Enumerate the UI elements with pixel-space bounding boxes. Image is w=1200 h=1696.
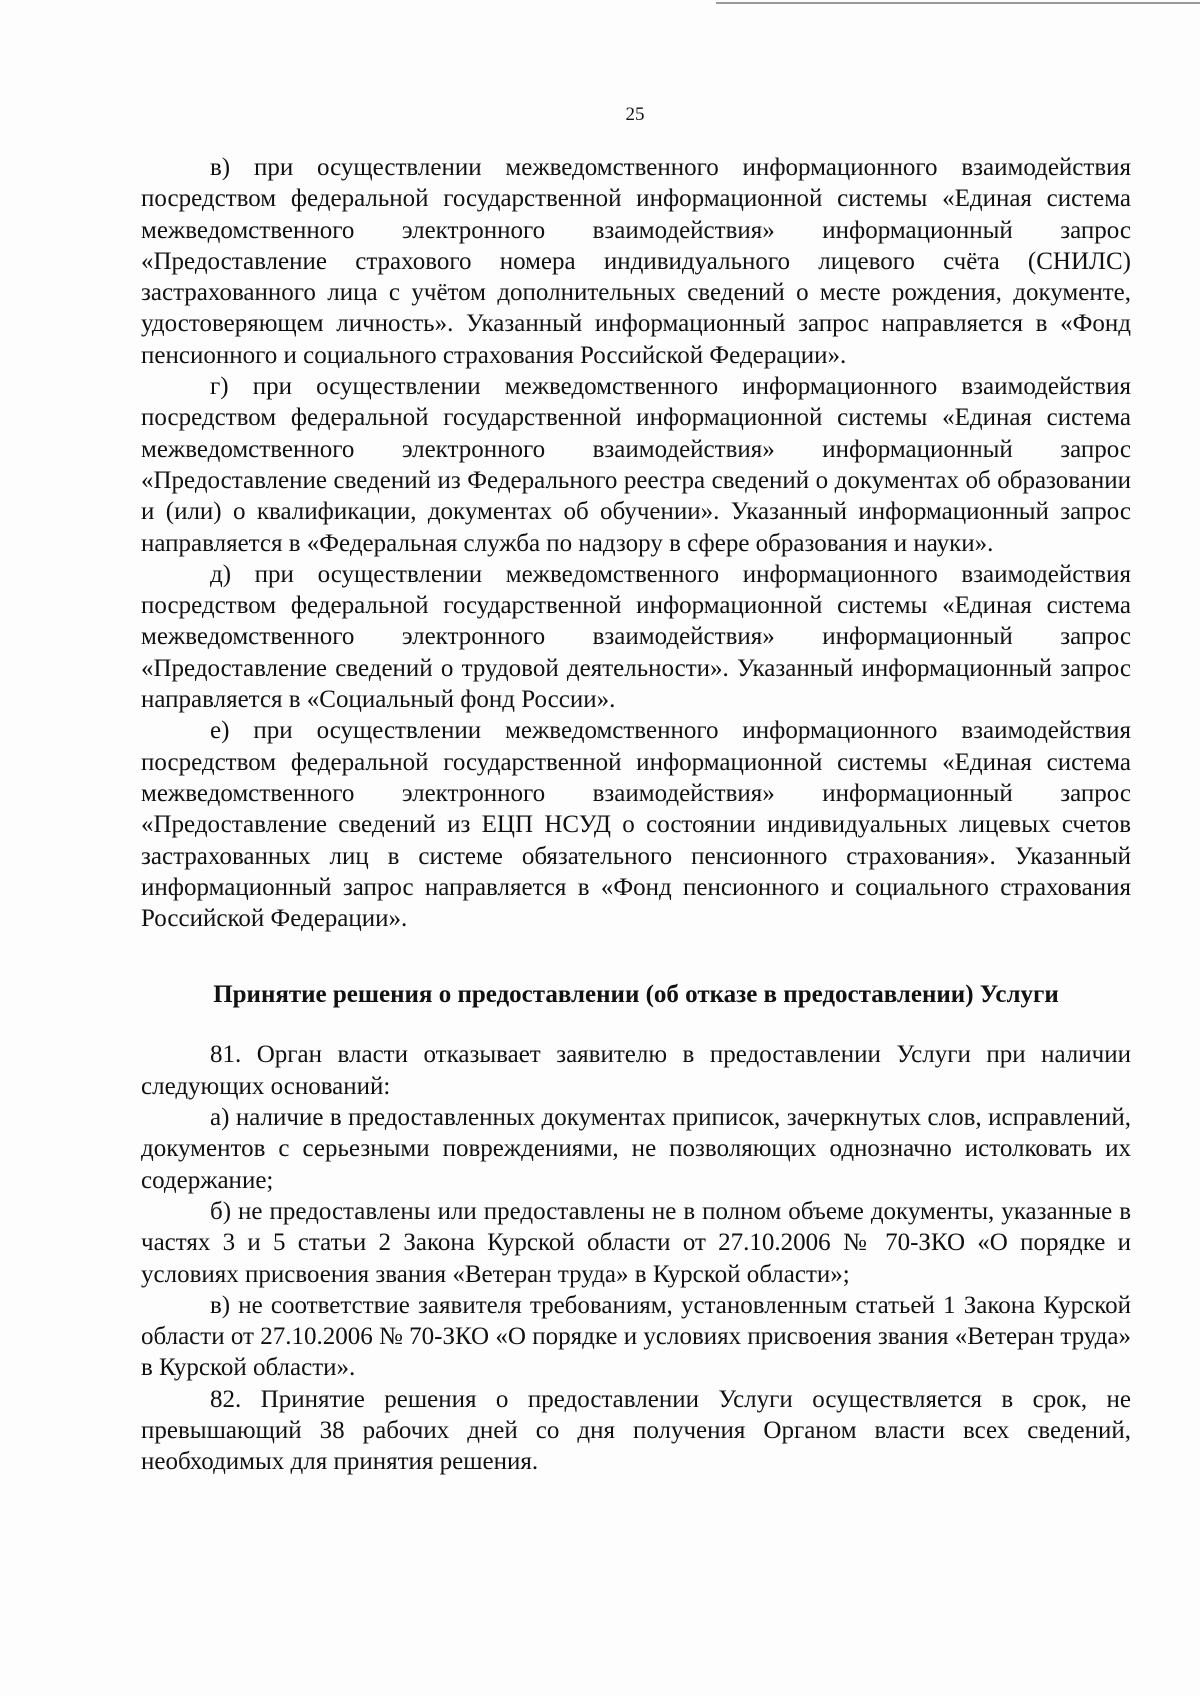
section-heading: Принятие решения о предоставлении (об отказе в предоставлении) Услуги (213, 981, 1059, 1009)
paragraph-a-document-defects: а) наличие в предоставленных документах приписок, зачеркнутых слов, исправлений, документов с серьезными повреждениями, не позволяющих однозначно истолковать их содержание; (141, 1104, 1131, 1194)
page-number: 25 (625, 104, 645, 125)
paragraph-b-incomplete-documents: б) не предоставлены или предоставлены не в полном объеме документы, указанные в частях 3 и 5 статьи 2 Закона Курской области от 27.10.2006 № 70-ЗКО «О порядке и условиях присвоения звания «Ветеран труда» в Курской области»; (141, 1197, 1131, 1288)
paragraph-v-snils-request: в) при осуществлении межведомственного информационного взаимодействия посредством федеральной государственной информационной системы «Единая система межведомственного электронного взаимодействия» информационный запрос «Предоставление страхового номера индивидуального лицевого счёта (СНИЛС) застрахованного лица с учётом дополнительных сведений о месте рождения, документе, удостоверяющем личность». Указанный информационный запрос направляется в «Фонд пенсионного и социального страхования Российской Федерации». (141, 154, 1131, 369)
paragraph-82-decision-deadline: 82. Принятие решения о предоставлении Услуги осуществляется в срок, не превышающий 38 рабочих дней со дня получения Органом власти всех сведений, необходимых для принятия решения. (141, 1385, 1131, 1476)
document-body (141, 152, 1131, 1478)
paragraph-d-labor-activity-request: д) при осуществлении межведомственного информационного взаимодействия посредством федеральной государственной информационной системы «Единая система межведомственного электронного взаимодействия» информационный запрос «Предоставление сведений о трудовой деятельности». Указанный информационный запрос направляется в «Социальный фонд России». (141, 560, 1131, 714)
paragraph-v-requirements-mismatch: в) не соответствие заявителя требованиям, установленным статьей 1 Закона Курской области от 27.10.2006 № 70-ЗКО «О порядке и условиях присвоения звания «Ветеран труда» в Курской области». (141, 1291, 1131, 1382)
paragraph-81-refusal-grounds: 81. Орган власти отказывает заявителю в предоставлении Услуги при наличии следующих оснований: (141, 1041, 1131, 1100)
paragraph-g-education-registry-request: г) при осуществлении межведомственного информационного взаимодействия посредством федеральной государственной информационной системы «Единая система межведомственного электронного взаимодействия» информационный запрос «Предоставление сведений из Федерального реестра сведений о документах об образовании и (или) о квалификации, документах об обучении». Указанный информационный запрос направляется в «Федеральная служба по надзору в сфере образования и науки». (141, 373, 1131, 557)
paragraph-e-personal-accounts-request: е) при осуществлении межведомственного информационного взаимодействия посредством федеральной государственной информационной системы «Единая система межведомственного электронного взаимодействия» информационный запрос «Предоставление сведений из ЕЦП НСУД о состоянии индивидуальных лицевых счетов застрахованных лиц в системе обязательного пенсионного страхования». Указанный информационный запрос направляется в «Фонд пенсионного и социального страхования Российской Федерации». (141, 717, 1131, 933)
top-edge-rule (716, 2, 1200, 4)
